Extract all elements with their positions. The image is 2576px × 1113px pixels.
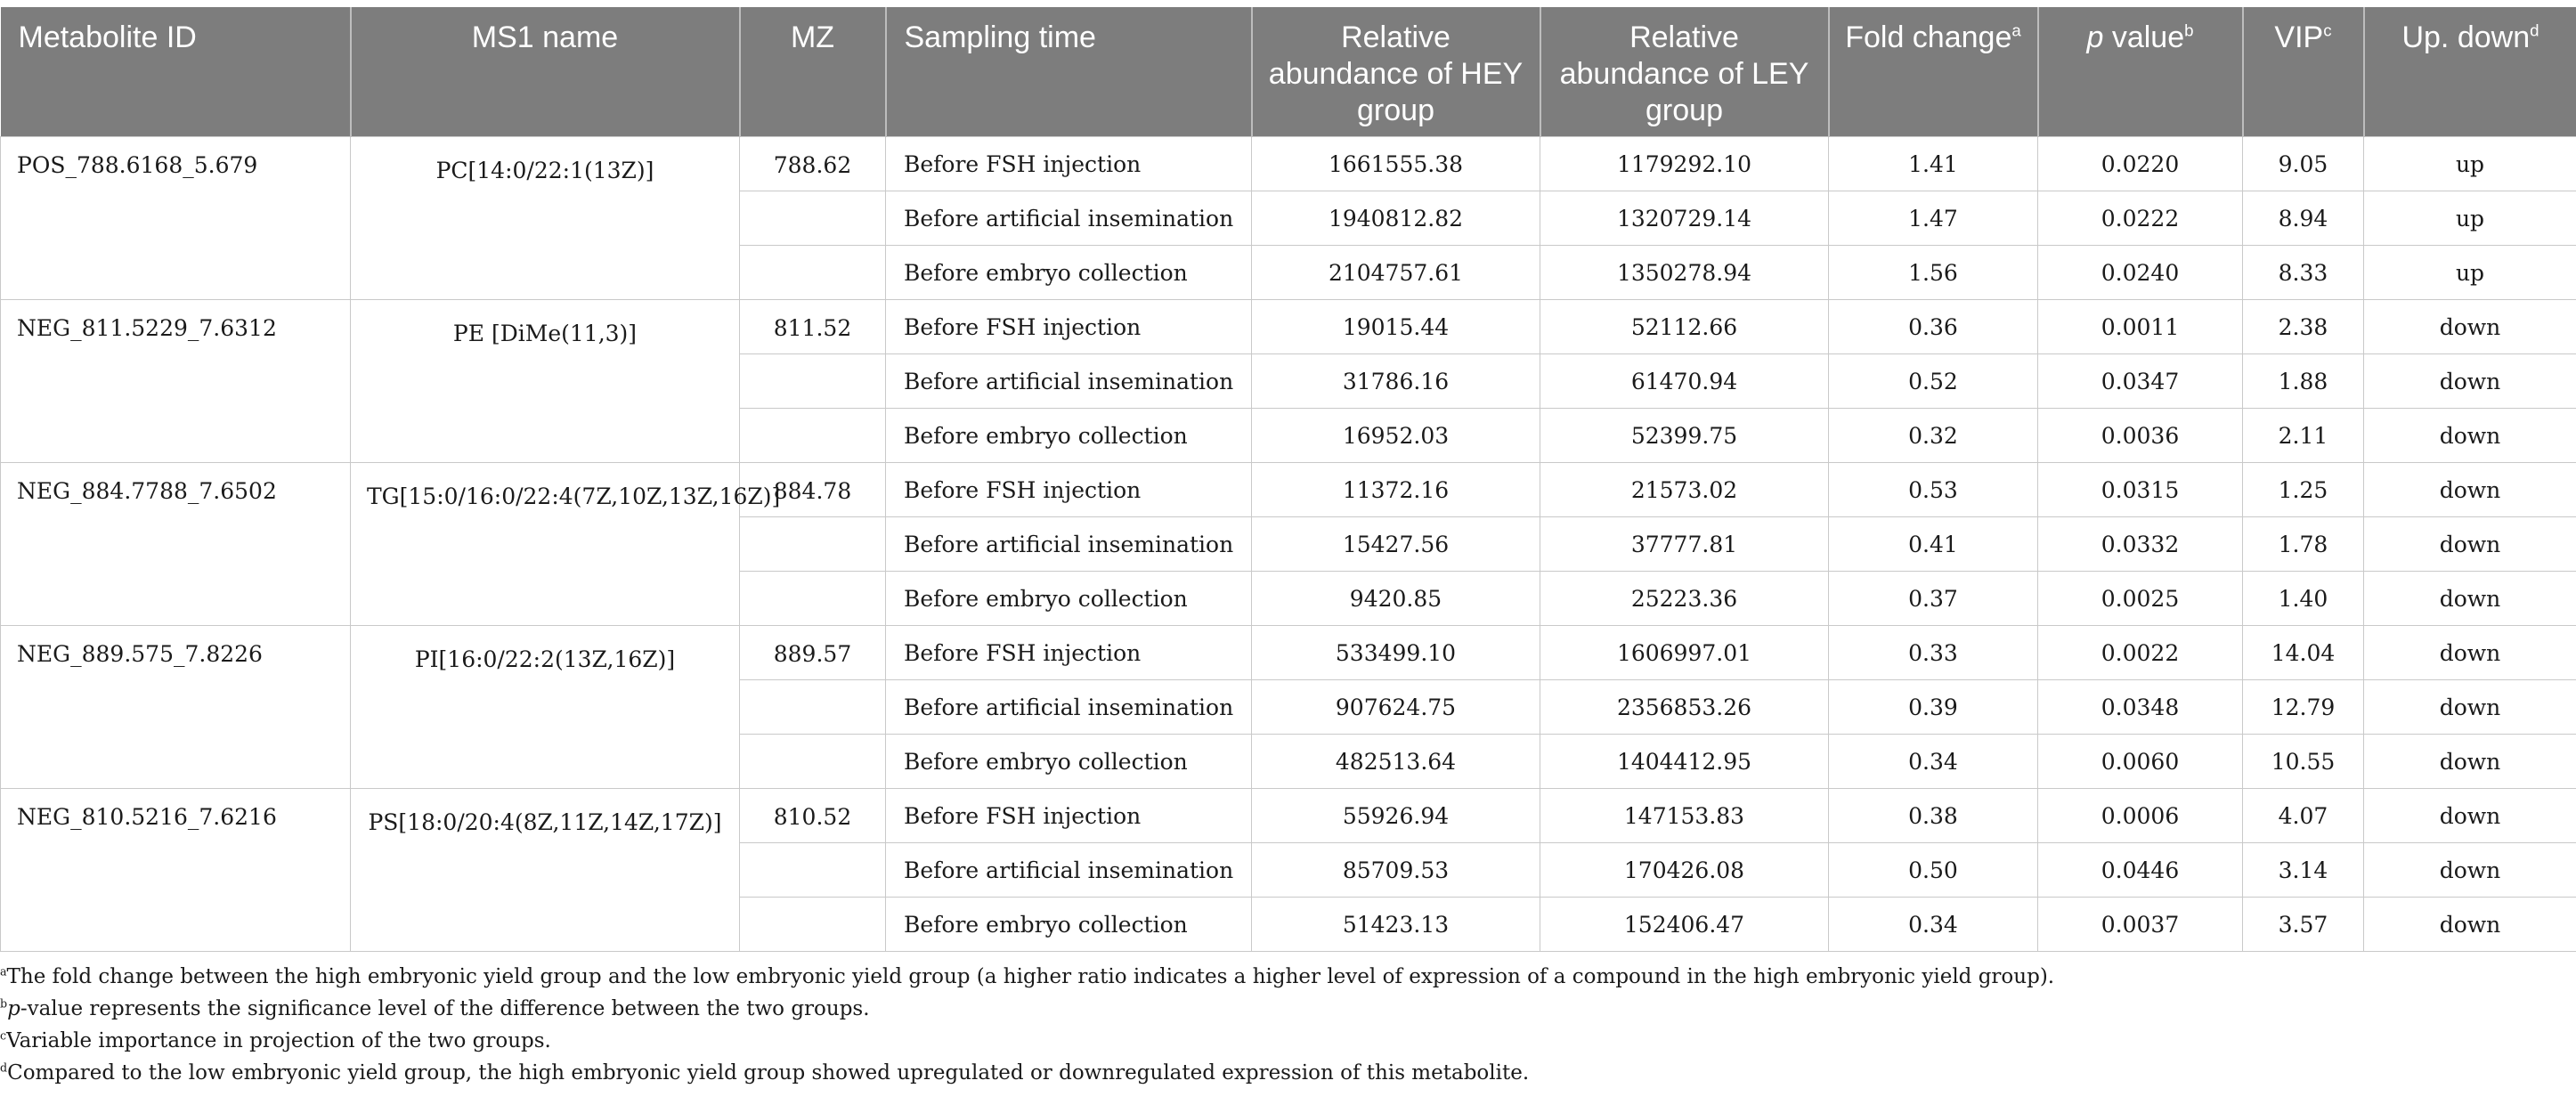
up-down-cell: down bbox=[2364, 843, 2576, 898]
sampling-time-cell: Before embryo collection bbox=[886, 572, 1252, 626]
ley-abundance-cell: 2356853.26 bbox=[1540, 680, 1829, 735]
ms1-name-cell: PS[18:0/20:4(8Z,11Z,14Z,17Z)] bbox=[351, 789, 740, 952]
sampling-time-cell: Before FSH injection bbox=[886, 300, 1252, 354]
mz-cell: 811.52 bbox=[740, 300, 886, 354]
up-down-cell: down bbox=[2364, 300, 2576, 354]
mz-cell: 788.62 bbox=[740, 137, 886, 191]
header-p-value-label: value bbox=[2103, 20, 2185, 54]
p-value-cell: 0.0036 bbox=[2038, 409, 2243, 463]
header-row bbox=[1, 7, 2576, 137]
vip-cell: 8.94 bbox=[2243, 191, 2364, 246]
mz-cell: 884.78 bbox=[740, 463, 886, 517]
footnote-c-text: Variable importance in projection of the two groups. bbox=[6, 1029, 551, 1052]
hey-abundance-cell: 1940812.82 bbox=[1252, 191, 1540, 246]
fold-change-cell: 0.34 bbox=[1829, 735, 2038, 789]
header-ms1-name: MS1 name bbox=[351, 7, 740, 137]
mz-empty-cell bbox=[740, 246, 886, 300]
table-footnotes bbox=[0, 952, 2576, 1089]
table-row bbox=[1, 300, 2576, 354]
hey-abundance-cell: 2104757.61 bbox=[1252, 246, 1540, 300]
header-hey-abundance: Relative abundance of HEY group bbox=[1252, 7, 1540, 137]
fold-change-cell: 0.36 bbox=[1829, 300, 2038, 354]
up-down-cell: up bbox=[2364, 137, 2576, 191]
fold-change-cell: 1.47 bbox=[1829, 191, 2038, 246]
fold-change-cell: 0.39 bbox=[1829, 680, 2038, 735]
fold-change-cell: 1.41 bbox=[1829, 137, 2038, 191]
p-value-cell: 0.0222 bbox=[2038, 191, 2243, 246]
p-value-cell: 0.0037 bbox=[2038, 898, 2243, 952]
p-value-cell: 0.0332 bbox=[2038, 517, 2243, 572]
vip-cell: 1.78 bbox=[2243, 517, 2364, 572]
p-value-cell: 0.0446 bbox=[2038, 843, 2243, 898]
fold-change-cell: 0.50 bbox=[1829, 843, 2038, 898]
header-sampling-time: Sampling time bbox=[886, 7, 1252, 137]
metabolite-table bbox=[0, 7, 2576, 952]
vip-cell: 1.40 bbox=[2243, 572, 2364, 626]
ley-abundance-cell: 52112.66 bbox=[1540, 300, 1829, 354]
vip-cell: 1.25 bbox=[2243, 463, 2364, 517]
up-down-cell: down bbox=[2364, 789, 2576, 843]
mz-cell: 810.52 bbox=[740, 789, 886, 843]
header-p-value-sup: b bbox=[2184, 20, 2194, 40]
header-p-italic: p bbox=[2086, 20, 2104, 54]
hey-abundance-cell: 533499.10 bbox=[1252, 626, 1540, 680]
ley-abundance-cell: 1179292.10 bbox=[1540, 137, 1829, 191]
ley-abundance-cell: 147153.83 bbox=[1540, 789, 1829, 843]
p-value-cell: 0.0011 bbox=[2038, 300, 2243, 354]
hey-abundance-cell: 51423.13 bbox=[1252, 898, 1540, 952]
p-value-cell: 0.0006 bbox=[2038, 789, 2243, 843]
ley-abundance-cell: 1350278.94 bbox=[1540, 246, 1829, 300]
mz-empty-cell bbox=[740, 517, 886, 572]
ms1-name-cell: PI[16:0/22:2(13Z,16Z)] bbox=[351, 626, 740, 789]
metabolite-id-cell: POS_788.6168_5.679 bbox=[1, 137, 351, 300]
sampling-time-cell: Before FSH injection bbox=[886, 626, 1252, 680]
mz-empty-cell bbox=[740, 409, 886, 463]
mz-empty-cell bbox=[740, 843, 886, 898]
vip-cell: 10.55 bbox=[2243, 735, 2364, 789]
sampling-time-cell: Before FSH injection bbox=[886, 137, 1252, 191]
mz-empty-cell bbox=[740, 191, 886, 246]
header-vip bbox=[2243, 7, 2364, 137]
header-ley-abundance: Relative abundance of LEY group bbox=[1540, 7, 1829, 137]
footnote-a bbox=[0, 961, 2576, 993]
footnote-c bbox=[0, 1025, 2576, 1057]
footnote-c-mark: c bbox=[0, 1028, 7, 1043]
footnote-b-italic: p bbox=[7, 997, 20, 1020]
hey-abundance-cell: 1661555.38 bbox=[1252, 137, 1540, 191]
vip-cell: 14.04 bbox=[2243, 626, 2364, 680]
up-down-cell: down bbox=[2364, 898, 2576, 952]
p-value-cell: 0.0220 bbox=[2038, 137, 2243, 191]
ley-abundance-cell: 170426.08 bbox=[1540, 843, 1829, 898]
p-value-cell: 0.0240 bbox=[2038, 246, 2243, 300]
p-value-cell: 0.0025 bbox=[2038, 572, 2243, 626]
p-value-cell: 0.0315 bbox=[2038, 463, 2243, 517]
vip-cell: 1.88 bbox=[2243, 354, 2364, 409]
up-down-cell: down bbox=[2364, 354, 2576, 409]
p-value-cell: 0.0347 bbox=[2038, 354, 2243, 409]
footnote-d-mark: d bbox=[0, 1060, 8, 1075]
sampling-time-cell: Before embryo collection bbox=[886, 898, 1252, 952]
header-mz: MZ bbox=[740, 7, 886, 137]
hey-abundance-cell: 85709.53 bbox=[1252, 843, 1540, 898]
footnote-b-mark: b bbox=[0, 996, 8, 1011]
vip-cell: 9.05 bbox=[2243, 137, 2364, 191]
p-value-cell: 0.0348 bbox=[2038, 680, 2243, 735]
ley-abundance-cell: 1320729.14 bbox=[1540, 191, 1829, 246]
header-fold-change-sup: a bbox=[2011, 20, 2021, 40]
vip-cell: 12.79 bbox=[2243, 680, 2364, 735]
up-down-cell: down bbox=[2364, 735, 2576, 789]
fold-change-cell: 0.37 bbox=[1829, 572, 2038, 626]
table-row bbox=[1, 789, 2576, 843]
footnote-b bbox=[0, 993, 2576, 1025]
up-down-cell: down bbox=[2364, 517, 2576, 572]
vip-cell: 2.38 bbox=[2243, 300, 2364, 354]
header-up-down-sup: d bbox=[2530, 20, 2539, 40]
header-up-down bbox=[2364, 7, 2576, 137]
up-down-cell: up bbox=[2364, 246, 2576, 300]
sampling-time-cell: Before artificial insemination bbox=[886, 843, 1252, 898]
mz-empty-cell bbox=[740, 354, 886, 409]
header-metabolite-id: Metabolite ID bbox=[1, 7, 351, 137]
p-value-cell: 0.0060 bbox=[2038, 735, 2243, 789]
hey-abundance-cell: 15427.56 bbox=[1252, 517, 1540, 572]
hey-abundance-cell: 907624.75 bbox=[1252, 680, 1540, 735]
ms1-name-cell: PC[14:0/22:1(13Z)] bbox=[351, 137, 740, 300]
fold-change-cell: 0.53 bbox=[1829, 463, 2038, 517]
ley-abundance-cell: 1404412.95 bbox=[1540, 735, 1829, 789]
ley-abundance-cell: 37777.81 bbox=[1540, 517, 1829, 572]
header-fold-change bbox=[1829, 7, 2038, 137]
sampling-time-cell: Before artificial insemination bbox=[886, 354, 1252, 409]
ley-abundance-cell: 152406.47 bbox=[1540, 898, 1829, 952]
table-container bbox=[0, 7, 2576, 1089]
hey-abundance-cell: 9420.85 bbox=[1252, 572, 1540, 626]
ms1-name-cell: TG[15:0/16:0/22:4(7Z,10Z,13Z,16Z)] bbox=[351, 463, 740, 626]
sampling-time-cell: Before artificial insemination bbox=[886, 680, 1252, 735]
hey-abundance-cell: 482513.64 bbox=[1252, 735, 1540, 789]
sampling-time-cell: Before FSH injection bbox=[886, 789, 1252, 843]
fold-change-cell: 0.41 bbox=[1829, 517, 2038, 572]
fold-change-cell: 0.33 bbox=[1829, 626, 2038, 680]
up-down-cell: down bbox=[2364, 626, 2576, 680]
table-row bbox=[1, 626, 2576, 680]
fold-change-cell: 1.56 bbox=[1829, 246, 2038, 300]
fold-change-cell: 0.32 bbox=[1829, 409, 2038, 463]
up-down-cell: down bbox=[2364, 680, 2576, 735]
hey-abundance-cell: 11372.16 bbox=[1252, 463, 1540, 517]
sampling-time-cell: Before embryo collection bbox=[886, 246, 1252, 300]
ley-abundance-cell: 25223.36 bbox=[1540, 572, 1829, 626]
vip-cell: 3.14 bbox=[2243, 843, 2364, 898]
hey-abundance-cell: 16952.03 bbox=[1252, 409, 1540, 463]
hey-abundance-cell: 31786.16 bbox=[1252, 354, 1540, 409]
up-down-cell: down bbox=[2364, 572, 2576, 626]
sampling-time-cell: Before artificial insemination bbox=[886, 191, 1252, 246]
vip-cell: 8.33 bbox=[2243, 246, 2364, 300]
footnote-a-mark: a bbox=[0, 964, 7, 979]
ms1-name-cell: PE [DiMe(11,3)] bbox=[351, 300, 740, 463]
p-value-cell: 0.0022 bbox=[2038, 626, 2243, 680]
metabolite-id-cell: NEG_884.7788_7.6502 bbox=[1, 463, 351, 626]
up-down-cell: down bbox=[2364, 463, 2576, 517]
table-header bbox=[1, 7, 2576, 137]
table-body bbox=[1, 137, 2576, 952]
footnote-a-text: The fold change between the high embryonic yield group and the low embryonic yield group (a higher ratio indicates a higher level of expression of a compound in the high embryonic yield group). bbox=[6, 965, 2055, 988]
mz-cell: 889.57 bbox=[740, 626, 886, 680]
sampling-time-cell: Before artificial insemination bbox=[886, 517, 1252, 572]
vip-cell: 2.11 bbox=[2243, 409, 2364, 463]
hey-abundance-cell: 55926.94 bbox=[1252, 789, 1540, 843]
up-down-cell: down bbox=[2364, 409, 2576, 463]
hey-abundance-cell: 19015.44 bbox=[1252, 300, 1540, 354]
footnote-b-text: -value represents the significance level of the difference between the two groups. bbox=[20, 997, 870, 1020]
table-row bbox=[1, 463, 2576, 517]
table-row bbox=[1, 137, 2576, 191]
header-vip-label: VIP bbox=[2274, 20, 2324, 54]
mz-empty-cell bbox=[740, 898, 886, 952]
sampling-time-cell: Before embryo collection bbox=[886, 409, 1252, 463]
mz-empty-cell bbox=[740, 680, 886, 735]
sampling-time-cell: Before FSH injection bbox=[886, 463, 1252, 517]
fold-change-cell: 0.38 bbox=[1829, 789, 2038, 843]
up-down-cell: up bbox=[2364, 191, 2576, 246]
fold-change-cell: 0.34 bbox=[1829, 898, 2038, 952]
footnote-d bbox=[0, 1057, 2576, 1089]
ley-abundance-cell: 21573.02 bbox=[1540, 463, 1829, 517]
fold-change-cell: 0.52 bbox=[1829, 354, 2038, 409]
vip-cell: 3.57 bbox=[2243, 898, 2364, 952]
mz-empty-cell bbox=[740, 572, 886, 626]
header-vip-sup: c bbox=[2323, 20, 2332, 40]
ley-abundance-cell: 61470.94 bbox=[1540, 354, 1829, 409]
vip-cell: 4.07 bbox=[2243, 789, 2364, 843]
metabolite-id-cell: NEG_811.5229_7.6312 bbox=[1, 300, 351, 463]
header-up-down-label: Up. down bbox=[2401, 20, 2531, 54]
sampling-time-cell: Before embryo collection bbox=[886, 735, 1252, 789]
metabolite-id-cell: NEG_810.5216_7.6216 bbox=[1, 789, 351, 952]
ley-abundance-cell: 52399.75 bbox=[1540, 409, 1829, 463]
header-fold-change-label: Fold change bbox=[1845, 20, 2012, 54]
footnote-d-text: Compared to the low embryonic yield group, the high embryonic yield group showed upregulated or downregulated expression of this metabolite. bbox=[7, 1061, 1530, 1085]
metabolite-id-cell: NEG_889.575_7.8226 bbox=[1, 626, 351, 789]
header-p-value bbox=[2038, 7, 2243, 137]
mz-empty-cell bbox=[740, 735, 886, 789]
ley-abundance-cell: 1606997.01 bbox=[1540, 626, 1829, 680]
